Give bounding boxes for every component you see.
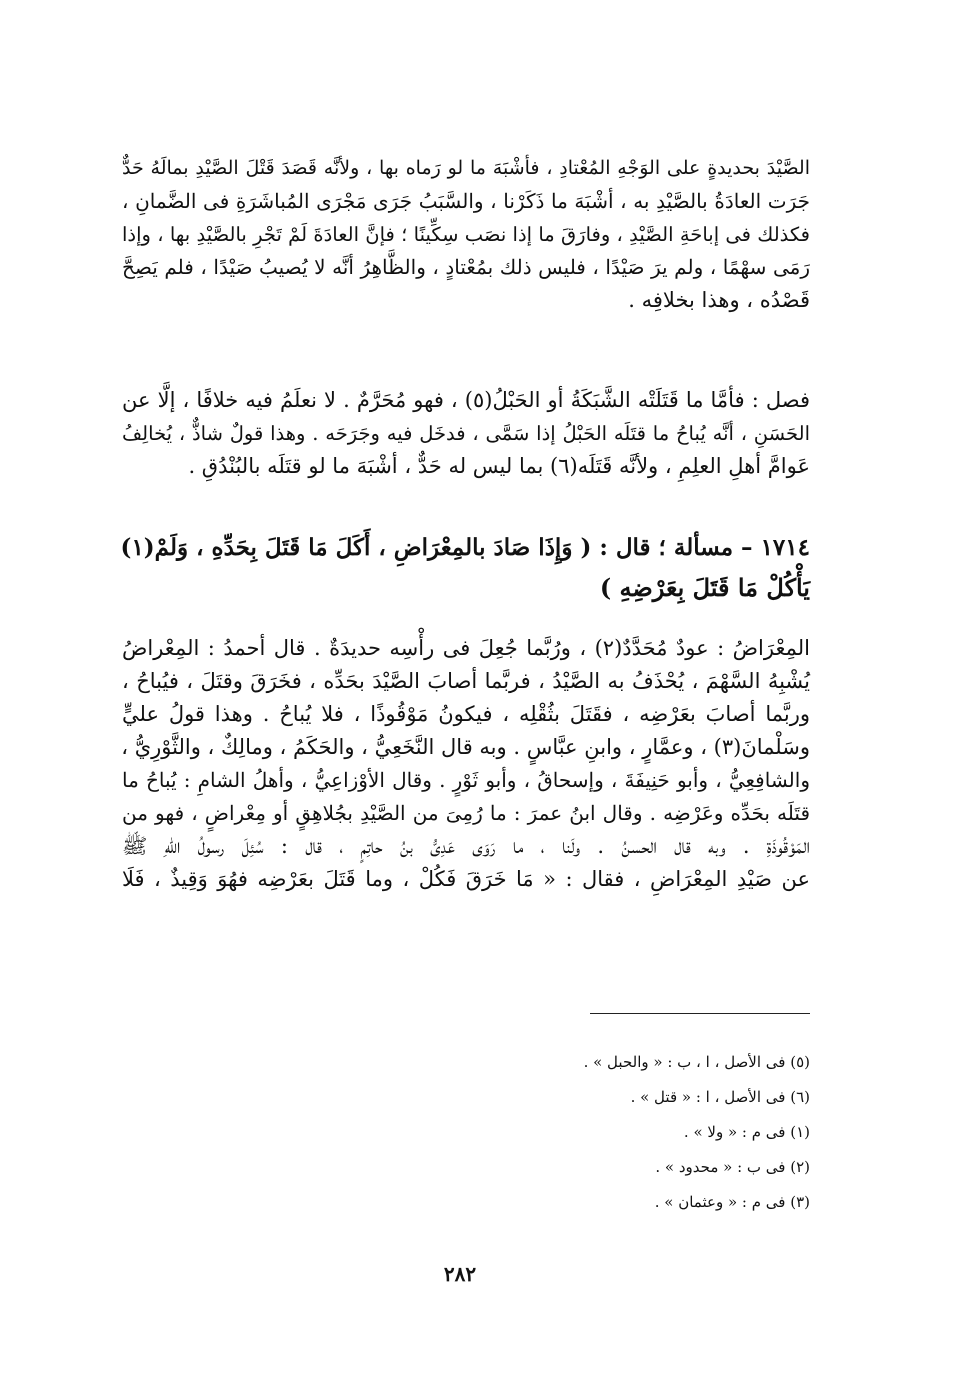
text-line: قَصْدُه ، وهذا بخلافِه . — [628, 288, 810, 312]
text-line: المِعْرَاضُ : عودٌ مُحَدَّدٌ(٢) ، ورُبَّما جُعِلَ فى رأْسِه حديدَةٌ . قال أحمدُ : المِعْراضُ — [122, 636, 810, 660]
commentary-paragraph — [122, 632, 810, 896]
text-line: المَوْقُوذَةِ . وبه قال الحسنُ . ولَنا ، ما رَوَى عَدِىُّ بنُ حاتِمٍ ، قال : سُئِلَ رسولُ اللهِ ﷺ — [122, 834, 810, 858]
masala-heading — [122, 528, 810, 608]
text-line: والشافِعِيُّ ، وأبو حَنِيفَةَ ، وإسحاقُ ، وأبو ثَوْرٍ . وقال الأوْزاعِيُّ ، وأهلُ الشامِ : يُباحُ ما — [122, 768, 810, 792]
heading-line: ١٧١٤ – مسألة ؛ قال : ( وَإِذَا صَادَ بالمِعْرَاضِ ، أَكَلَ مَا قَتَلَ بِحَدِّهِ ، وَلَمْ(١) — [120, 534, 810, 561]
footnote: (٣) فى م : « وعثمان » . — [654, 1193, 810, 1211]
footnote: (٦) فى الأصل ، ا : « قتل » . — [630, 1088, 810, 1106]
footnote: (٥) فى الأصل ، ا ، ب : « والحبل » . — [583, 1053, 810, 1071]
text-line: فكذلك فى إباحَةِ الصَّيْدِ ، وفارَقَ ما إذا نصَب سِكِّينًا ؛ فإنَّ العادَةَ لَمْ تَجْرِ بالصَّيْدِ بها ، وإذا — [122, 223, 810, 246]
footnotes — [380, 1045, 810, 1220]
text-line: الحَسَنِ ، أنَّه يُباحُ ما قتَلَه الحَبْلُ إذا سَمَّى ، فدخَل فيه وجَرَحَه . وهذا قولٌ شاذٌّ ، يُخالِفُ — [122, 422, 810, 445]
text-line: فصل : فأمَّا ما قَتَلَتْه الشَّبَكَةُ أو الحَبْلُ(٥) ، فهو مُحَرَّمٌ . لا نعلَمُ فيه خلافًا ، إلَّا عن — [122, 388, 810, 412]
fasl-paragraph — [122, 384, 810, 483]
text-line: عَوامَّ أهلِ العلِمِ ، ولأنَّه قَتَلَه(٦) بما ليس له حَدٌّ ، أشْبَهَ ما لو قتَلَه بالبُنْدُقِ . — [188, 454, 810, 478]
heading-line: يَأْكُلْ مَا قَتَلَ بِعَرْضِهِ ) — [599, 573, 810, 602]
text-line: الصَّيْدَ بحديدةٍ على الوَجْهِ المُعْتادِ ، فأشْبَهَ ما لو رَماه بها ، ولأنَّه قَصَدَ قَتْلَ الصَّيْدِ بمالَهُ حَدٌّ — [122, 157, 810, 179]
text-line: رَمَى سهْمًا ، ولم يرَ صَيْدًا ، فليس ذلك بمُعْتادٍ ، والظَّاهِرُ أنَّه لا يُصيبُ صَيْدًا ، فلم يَصِحَّ — [122, 255, 810, 279]
footnote-divider — [590, 1013, 810, 1014]
text-line: يُشْبِهُ السَّهْمَ ، يُحْذَفُ به الصَّيْدُ ، فربَّما أصابَ الصَّيْدَ بحَدِّه ، فخَرَقَ وقتَلَ ، فيُباحُ ، — [122, 669, 810, 693]
text-line: وربَّما أصابَ بعَرْضِه ، فقَتَلَ بثُقْلِه ، فيكونُ مَوْقُوذًا ، فلا يُباحُ . وهذا قولُ عليٍّ — [122, 702, 810, 726]
footnote: (١) فى م : « ولا » . — [683, 1123, 810, 1141]
footnote: (٢) فى ب : « محدود » . — [655, 1158, 810, 1176]
page-number: ٢٨٢ — [443, 1262, 477, 1286]
paragraph-continuation — [122, 152, 810, 317]
text-line: قتَلَه بحَدِّه وعَرْضِه . وقال ابنُ عمرَ : ما رُمِىَ من الصَّيْدِ بجُلاهِقٍ أو مِعْراضٍ ، فهو من — [122, 801, 810, 825]
text-line: عن صَيْدِ المِعْرَاضِ ، فقال : « مَا خَرَقَ فَكُلْ ، وما قَتَلَ بعَرْضِه فهُوَ وَقِيذٌ ، فَلَا — [122, 867, 810, 891]
text-line: وسَلْمانَ(٣) ، وعمَّارٍ ، وابنِ عبَّاسٍ . وبه قال النَّخَعِيُّ ، والحَكَمُ ، ومالِكٌ ، والثَّوْرِيُّ ، — [121, 735, 810, 759]
text-line: جَرَت العادَةُ بالصَّيْدِ به ، أشْبَهَ ما ذَكَرْنا ، والسَّبَبُ جَرَى مَجْرَى المُباشَرَةِ فى الضَّمانِ ، — [122, 189, 810, 213]
